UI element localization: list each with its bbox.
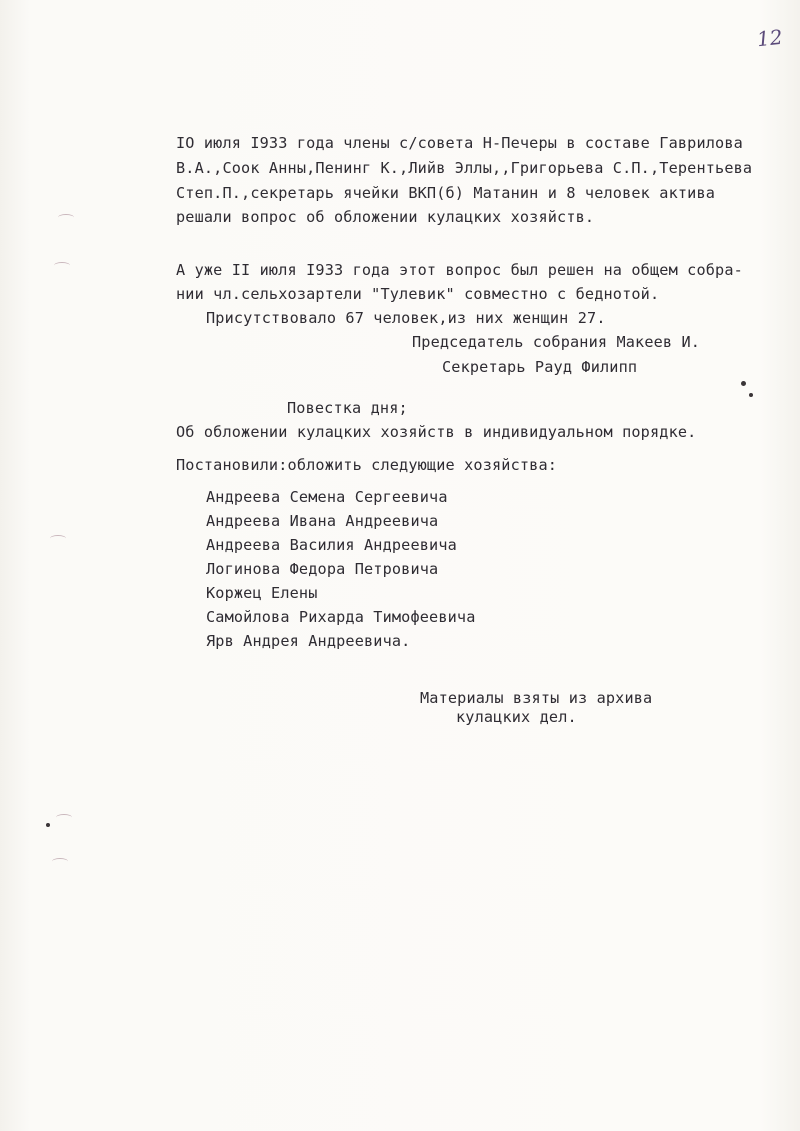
list-item: Логинова Федора Петровича — [206, 560, 439, 578]
ink-spot — [46, 823, 50, 827]
text-line: нии чл.сельхозартели "Тулевик" совместно с беднотой. — [176, 285, 660, 303]
agenda-heading: Повестка дня; — [287, 399, 408, 417]
list-item: Коржец Елены — [206, 584, 318, 602]
punch-hole-mark — [54, 262, 70, 269]
punch-hole-mark — [50, 535, 66, 542]
secretary-line: Секретарь Рауд Филипп — [442, 358, 638, 376]
ink-spot — [749, 393, 753, 397]
punch-hole-mark — [56, 814, 72, 821]
text-line: IO июля I933 года члены с/совета Н-Печеры в составе Гаврилова — [176, 134, 743, 152]
punch-hole-mark — [52, 858, 68, 865]
list-item: Ярв Андрея Андреевича. — [206, 632, 411, 650]
text-line: А уже II июля I933 года этот вопрос был решен на общем собра- — [176, 261, 743, 279]
list-item: Андреева Василия Андреевича — [206, 536, 457, 554]
page-number: 12 — [755, 24, 784, 52]
list-item: Андреева Семена Сергеевича — [206, 488, 448, 506]
text-line: Материалы взяты из архива — [420, 689, 653, 707]
punch-hole-mark — [58, 214, 74, 221]
attendance-line: Присутствовало 67 человек,из них женщин 27. — [206, 309, 606, 327]
list-item: Самойлова Рихарда Тимофеевича — [206, 608, 476, 626]
list-item: Андреева Ивана Андреевича — [206, 512, 439, 530]
text-line: кулацких дел. — [456, 708, 577, 726]
text-line: В.А.,Соок Анны,Пенинг К.,Лийв Эллы,,Григорьева С.П.,Терентьева — [176, 159, 753, 177]
chairman-line: Председатель собрания Макеев И. — [412, 333, 701, 351]
text-line: Степ.П.,секретарь ячейки ВКП(б) Матанин и 8 человек актива — [176, 184, 716, 202]
text-line: решали вопрос об обложении кулацких хозяйств. — [176, 208, 595, 226]
ink-spot — [741, 381, 746, 386]
resolution-line: Постановили:обложить следующие хозяйства: — [176, 456, 558, 474]
agenda-text: Об обложении кулацких хозяйств в индивидуальном порядке. — [176, 423, 697, 441]
